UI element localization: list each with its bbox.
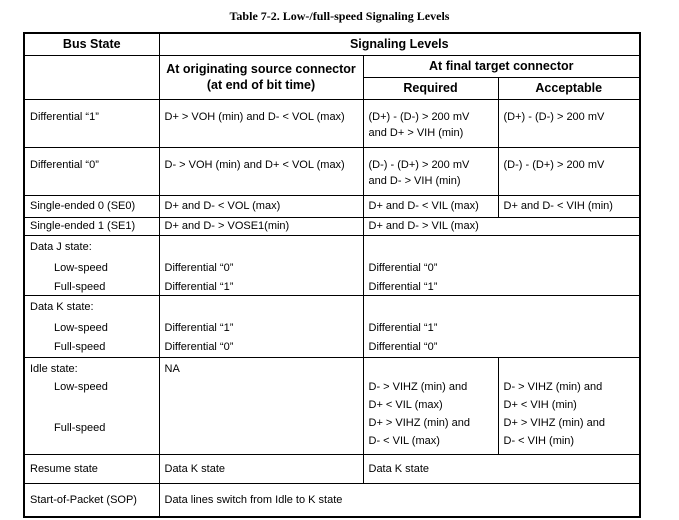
acceptable-header: Acceptable (498, 77, 640, 99)
req-low-1: D- > VIHZ (min) and (368, 380, 468, 393)
state-cell (24, 235, 159, 295)
final-cell: D+ and D- > VIL (max) (363, 217, 640, 235)
req-line-2: and D+ > VIH (min) (368, 126, 464, 139)
low-speed-label: Low-speed (54, 380, 108, 393)
originating-header: At originating source connector (at end of bit time) (159, 55, 363, 99)
state-cell: Differential “0” (24, 147, 159, 195)
low-speed-label: Low-speed (54, 261, 108, 274)
table-row-data-k (24, 295, 640, 357)
table-caption: Table 7-2. Low-/full-speed Signaling Levels (229, 9, 450, 23)
bus-state-header: Bus State (24, 33, 159, 55)
acc-full-2: D- < VIH (min) (503, 434, 575, 447)
orig-cell (159, 235, 363, 295)
state-label: Data K state: (30, 300, 94, 313)
bus-state-header-blank (24, 55, 159, 99)
table-row-se1 (24, 217, 640, 235)
req-line-1: (D-) - (D+) > 200 mV (368, 158, 470, 171)
orig-cell: D- > VOH (min) and D+ < VOL (max) (159, 147, 363, 195)
full-speed-label: Full-speed (54, 421, 106, 434)
state-cell (24, 357, 159, 454)
acc-cell: D+ and D- < VIH (min) (498, 195, 640, 217)
orig-full: Differential “0” (164, 340, 234, 353)
signaling-levels-header: Signaling Levels (159, 33, 640, 55)
state-cell (24, 295, 159, 357)
orig-full: Differential “1” (164, 280, 234, 293)
req-cell: D+ and D- < VIL (max) (363, 195, 498, 217)
orig-low: Differential “1” (164, 321, 234, 334)
req-cell (363, 357, 498, 454)
state-label: Idle state: (30, 362, 78, 375)
orig-cell: D+ and D- > VOSE1(min) (159, 217, 363, 235)
req-low-2: D+ < VIL (max) (368, 398, 443, 411)
orig-cell: Data K state (159, 454, 363, 483)
final-target-header: At final target connector (363, 55, 640, 77)
table-row-diff1 (24, 99, 640, 147)
final-low: Differential “0” (368, 261, 438, 274)
acc-cell (498, 357, 640, 454)
state-cell: Single-ended 0 (SE0) (24, 195, 159, 217)
acc-cell: (D+) - (D-) > 200 mV (498, 99, 640, 147)
req-full-2: D- < VIL (max) (368, 434, 440, 447)
state-label: Data J state: (30, 240, 92, 253)
full-speed-label: Full-speed (54, 280, 106, 293)
req-cell (363, 99, 498, 147)
final-cell: Data K state (363, 454, 640, 483)
signaling-levels-table (23, 32, 641, 518)
final-full: Differential “0” (368, 340, 438, 353)
full-speed-label: Full-speed (54, 340, 106, 353)
final-cell (363, 235, 640, 295)
final-cell (363, 295, 640, 357)
low-speed-label: Low-speed (54, 321, 108, 334)
orig-cell (159, 295, 363, 357)
table-row-se0 (24, 195, 640, 217)
acc-low-1: D- > VIHZ (min) and (503, 380, 603, 393)
state-cell: Differential “1” (24, 99, 159, 147)
header-row-1 (24, 33, 640, 55)
acc-low-2: D+ < VIH (min) (503, 398, 577, 411)
req-line-1: (D+) - (D-) > 200 mV (368, 110, 470, 123)
acc-cell: (D-) - (D+) > 200 mV (498, 147, 640, 195)
orig-low: Differential “0” (164, 261, 234, 274)
req-cell (363, 147, 498, 195)
state-cell: Start-of-Packet (SOP) (24, 483, 159, 517)
table-row-idle (24, 357, 640, 454)
table-row-data-j (24, 235, 640, 295)
orig-cell: D+ and D- < VOL (max) (159, 195, 363, 217)
orig-cell: D+ > VOH (min) and D- < VOL (max) (159, 99, 363, 147)
final-low: Differential “1” (368, 321, 438, 334)
orig-cell: NA (159, 357, 363, 454)
required-header: Required (363, 77, 498, 99)
state-cell: Resume state (24, 454, 159, 483)
req-line-2: and D- > VIH (min) (368, 174, 461, 187)
header-row-2 (24, 55, 640, 77)
req-full-1: D+ > VIHZ (min) and (368, 416, 470, 429)
acc-full-1: D+ > VIHZ (min) and (503, 416, 605, 429)
table-row-diff0 (24, 147, 640, 195)
final-full: Differential “1” (368, 280, 438, 293)
orig-cell: Data lines switch from Idle to K state (159, 483, 640, 517)
table-row-sop (24, 483, 640, 517)
state-cell: Single-ended 1 (SE1) (24, 217, 159, 235)
table-row-resume (24, 454, 640, 483)
